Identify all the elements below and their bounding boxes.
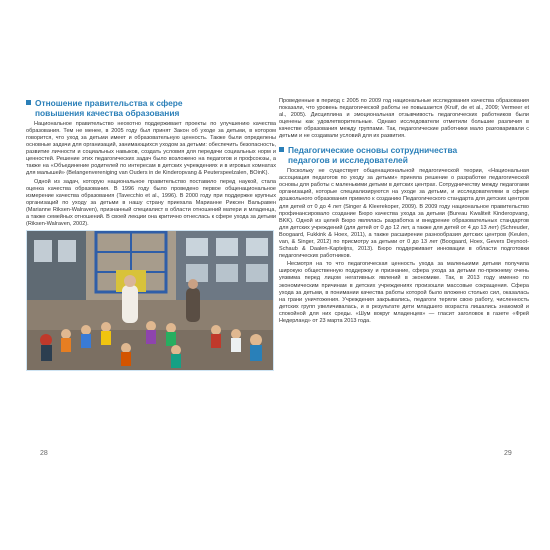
right-intro-paragraph: Проведенные в период с 2005 по 2009 год национальные исследования качества образования показали, что уровень педагогической работы не повышается (Kruif, de et al., 2009; Vermeer et al., 2005). Дисциплина и эмоциональная отзывчивость педагогических работников были оценены как удовлетворительные. Однако исследователи отметили большие различия в качестве образования между группами. Так, педагогические работники мало разговаривали с детьми и не создавали условий для их развития. [279, 98, 529, 140]
right-section-heading [279, 145, 529, 165]
right-heading-line-1: Педагогические основы сотрудничества [288, 145, 458, 156]
left-section-heading [26, 98, 276, 118]
right-heading-line-2: педагогов и исследователей [288, 155, 408, 166]
right-paragraph-2: Несмотря на то что педагогическая ценность ухода за маленькими детьми получила широкую общественную поддержку и признание, сфера ухода за детьми по-прежнему очень уязвима перед лицом негативных явлений в экономике. Так, в 2013 году именно по экономическим причинам в детских учреждениях произошли массовые сокращения. Сфера ухода за детьми, в понимании качества работы которой было вложено столько сил, оказалась на грани уничтожения. Учреждения закрывались, педагоги теряли свою работу, численность детских групп увеличивалась, и в результате дети младшего возраста лишались знакомой и спокойной для них среды. «Шум вокруг младенцев» — гласит заголовок в газете «Фрей Недерланд» от 23 марта 2013 года. [279, 261, 529, 324]
left-paragraph-2: Одной из задач, которую национальное правительство поставило перед наукой, стала оценка качества образования. В 1996 году было проведено первое общенациональное измерение качества образования (Tavecchio et al., 1996). В 2000 году при поддержке крупных организаций по уходу за детьми в нашу страну приехала Марианне Риксен Вальравен (Marianne Riksen-Walraven), признанный специалист в области отношений матери и младенца, а также семейных отношений. В своей лекции она критично отнеслась к сфере ухода за детьми (Riksen-Walraven, 2002). [26, 178, 276, 228]
left-page-number: 28 [40, 450, 48, 457]
left-page [26, 98, 276, 438]
right-paragraph-1: Поскольку не существует общенациональной педагогической теории, «Национальная ассоциация педагогов по уходу за детьми» приняла решение о разработке педагогической основы для работы с маленькими детьми в детских центрах. Сотрудничеству между педагогами организаций, которые специализируются на уходе за детьми, и исследователями в сфере дошкольного образования привело к созданию Педагогического стандарта для детских центров для детей от 0 до 4 лет (Singer & Kleerekoper, 2009). В 2009 году национальное правительство профинансировало создание Бюро качества ухода за детьми (Bureau Kwaliteit Kinderopvang, BKK). Одной из целей Бюро являлась разработка и внедрение образовательных стандартов для детских учреждений (для детей от 0 до 12 лет, а также для детей от 4 до 13 лет) (Schreuder, Boogaard, Fukkink & Hoex, 2011), а также расширение разнообразия детских центров (Keulen, van, & Singer, 2012) по присмотру за детьми от 0 до 13 лет (Boogaard, Hoex, Gevers Deynoot-Schaub & Daalen-Kapteijns, 2013). Бюро поддерживает инновации в области подготовки педагогических работников. [279, 168, 529, 259]
left-paragraph-1: Национальное правительство неохотно поддерживает проекты по улучшению качества образования. Тем не менее, в 2005 году был принят Закон об уходе за детьми, в котором говорится, что уход за детьми имеет и образовательную ценность. Также были определены основные задачи для организаций, занимающихся уходом за детьми: обеспечить безопасность, развитие личности и социальных навыков, создать условия для передачи социальных норм и ценностей. Решение этих педагогических задач было возложено на педагогов и профсоюзы, а также на «Объединение родителей по интересам в детских учреждениях и в игровых комнатах для малышей» (Belangenvereniging van Ouders in de Kinderopvang & Peuterspeelzalen, BOinK). [26, 121, 276, 177]
right-page [279, 98, 529, 438]
kindergarten-photo-illustration [26, 230, 274, 371]
kindergarten-photo [26, 230, 274, 371]
left-heading-line-1: Отношение правительства к сфере [35, 98, 183, 108]
left-heading-line-2: повышения качества образования [35, 108, 180, 118]
right-page-number: 29 [504, 450, 512, 457]
